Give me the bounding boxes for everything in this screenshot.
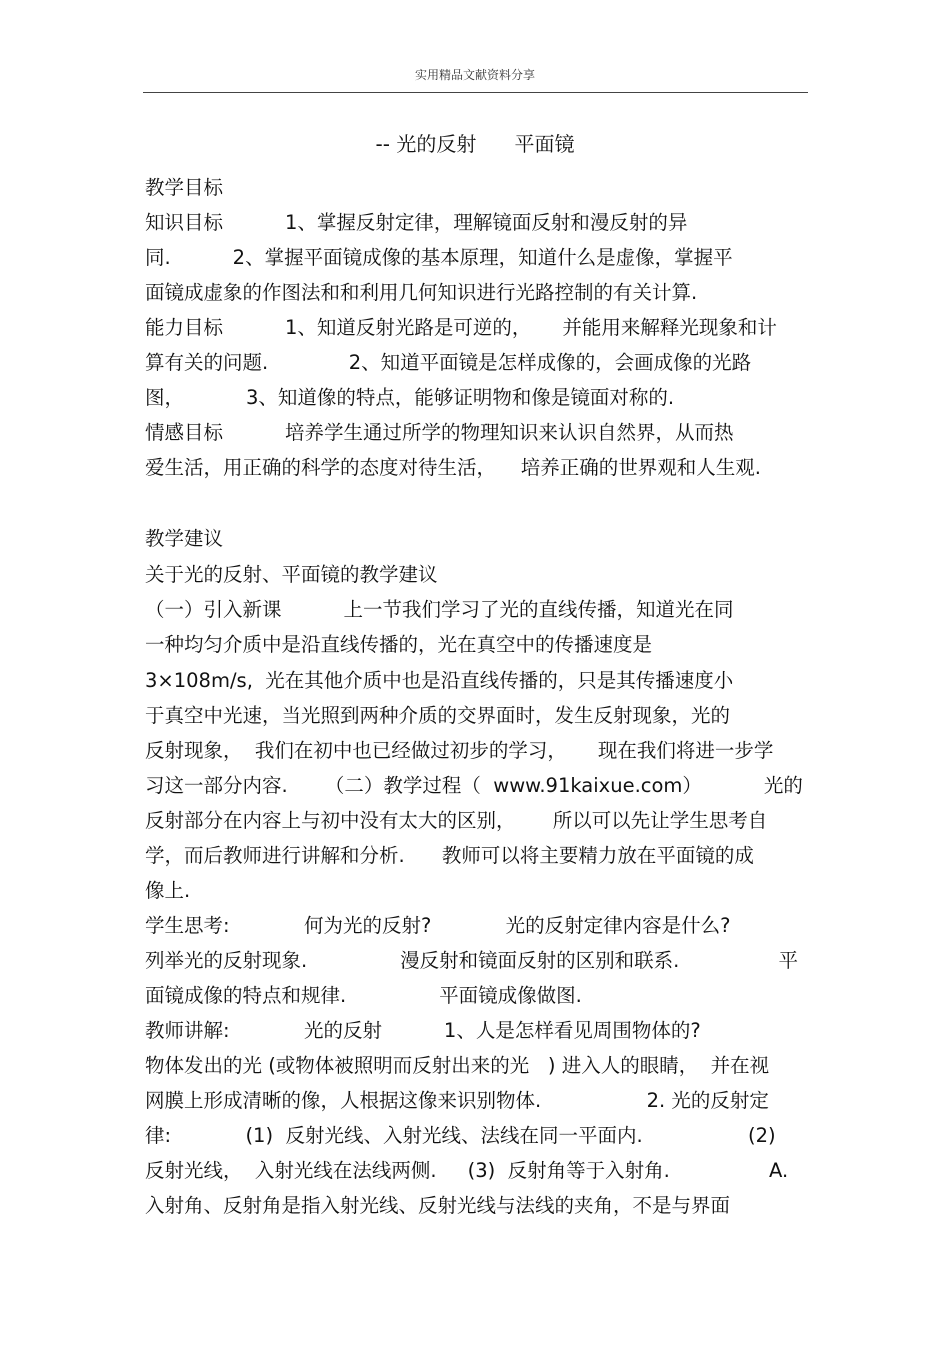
page-header: 实用精品文献资料分享	[414, 68, 535, 82]
body-line: 面镜成虚象的作图法和和利用几何知识进行光路控制的有关计算.	[145, 281, 698, 304]
body-line: 同. 2、掌握平面镜成像的基本原理，知道什么是虚像，掌握平	[145, 246, 733, 269]
body-line: 网膜上形成清晰的像，人根据这像来识别物体. 2. 光的反射定	[145, 1089, 769, 1112]
body-line: （一）引入新课 上一节我们学习了光的直线传播，知道光在同	[145, 598, 734, 621]
body-line: 图， 3、知道像的特点，能够证明物和像是镜面对称的.	[145, 386, 675, 409]
body-line: 教学目标	[145, 176, 224, 199]
body-line: 算有关的问题. 2、知道平面镜是怎样成像的，会画成像的光路	[145, 351, 752, 374]
body-line: 关于光的反射、平面镜的教学建议	[145, 563, 438, 586]
body-line: 面镜成像的特点和规律. 平面镜成像做图.	[145, 984, 582, 1007]
body-line: 爱生活，用正确的科学的态度对待生活， 培养正确的世界观和人生观.	[145, 456, 761, 479]
body-line: 习这一部分内容. （二）教学过程（ www.91kaixue.com） 光的	[145, 774, 803, 797]
body-line: 于真空中光速，当光照到两种介质的交界面时，发生反射现象，光的	[145, 704, 731, 727]
document-title: -- 光的反射 平面镜	[375, 132, 575, 156]
body-line: 反射部分在内容上与初中没有太大的区别， 所以可以先让学生思考自	[145, 809, 768, 832]
body-line: 教师讲解: 光的反射 1、人是怎样看见周围物体的?	[145, 1019, 701, 1042]
body-line: 学，而后教师进行讲解和分析. 教师可以将主要精力放在平面镜的成	[145, 844, 754, 867]
body-line: 入射角、反射角是指入射光线、反射光线与法线的夹角，不是与界面	[145, 1194, 731, 1217]
body-line: 像上.	[145, 879, 191, 902]
body-line: 学生思考: 何为光的反射? 光的反射定律内容是什么?	[145, 914, 731, 937]
body-line: 列举光的反射现象. 漫反射和镜面反射的区别和联系. 平	[145, 949, 799, 972]
body-line: 能力目标 1、知道反射光路是可逆的， 并能用来解释光现象和计	[145, 316, 777, 339]
body-line: 情感目标 培养学生通过所学的物理知识来认识自然界，从而热	[145, 421, 734, 444]
body-line: 反射光线， 入射光线在法线两侧. (3) 反射角等于入射角. A.	[145, 1159, 789, 1182]
body-line: 教学建议	[145, 527, 224, 550]
body-line: 物体发出的光 (或物体被照明而反射出来的光 ) 进入人的眼睛， 并在视	[145, 1054, 770, 1077]
body-line: 3×108m/s, 光在其他介质中也是沿直线传播的，只是其传播速度小	[145, 669, 734, 692]
body-line: 律: (1) 反射光线、入射光线、法线在同一平面内. (2)	[145, 1124, 776, 1147]
header-divider	[143, 92, 808, 93]
body-line: 知识目标 1、掌握反射定律，理解镜面反射和漫反射的异	[145, 211, 688, 234]
body-line: 反射现象， 我们在初中也已经做过初步的学习， 现在我们将进一步学	[145, 739, 774, 762]
body-line: 一种均匀介质中是沿直线传播的，光在真空中的传播速度是	[145, 633, 653, 656]
